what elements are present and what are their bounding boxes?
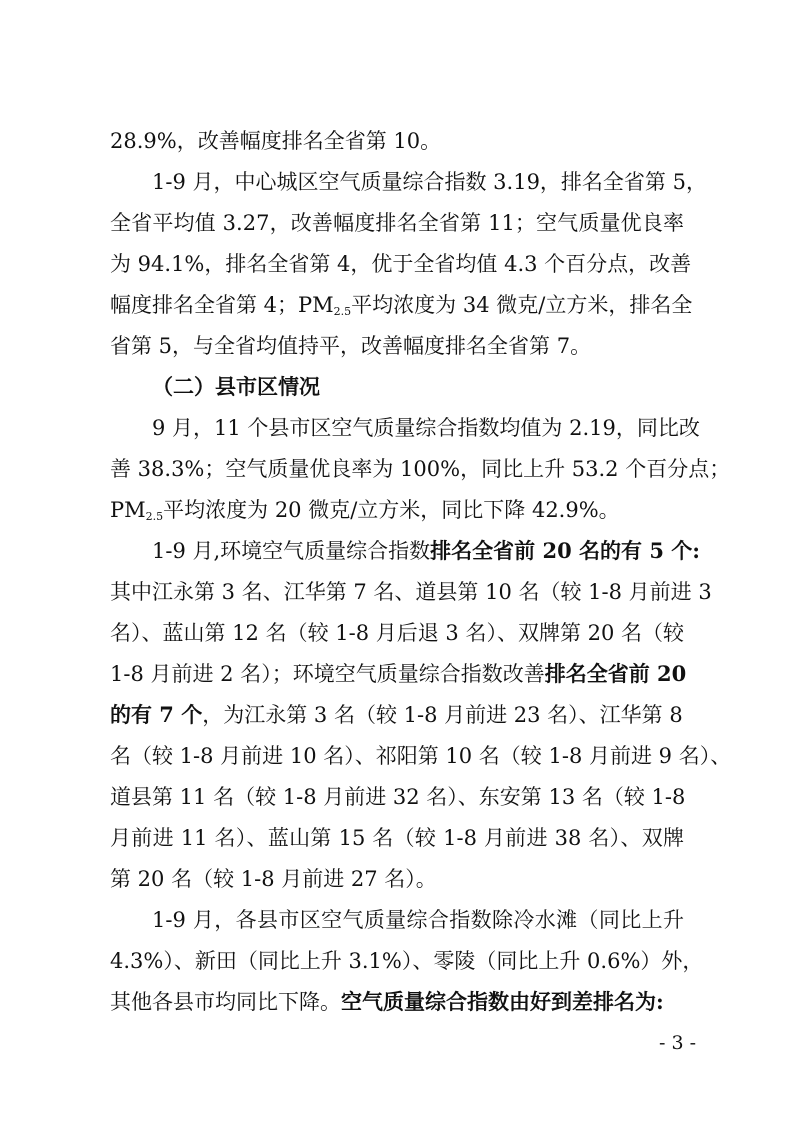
- subscript: 2.5: [333, 305, 352, 318]
- page-number: - 3 -: [658, 1032, 696, 1054]
- text-run: 1-9 月，中心城区空气质量综合指数 3.19，排名全省第 5，: [152, 170, 707, 194]
- text-run: 1-9 月，各县市区空气质量综合指数除冷水滩（同比上升: [152, 908, 684, 932]
- paragraph-line: [110, 987, 684, 1017]
- paragraph-line: [110, 290, 693, 320]
- subscript: 2.5: [145, 510, 164, 523]
- text-run: 其中江永第 3 名、江华第 7 名、道县第 10 名（较 1-8 月前进 3: [110, 580, 712, 604]
- text-run: ，为江永第 3 名（较 1-8 月前进 23 名）、江华第 8: [202, 703, 683, 727]
- paragraph-line: [110, 864, 684, 894]
- text-run: 9 月，11 个县市区空气质量综合指数均值为 2.19，同比改: [152, 416, 700, 440]
- text-run: 1-9 月,环境空气质量综合指数: [152, 539, 431, 563]
- text-run: 省第 5，与全省均值持平，改善幅度排名全省第 7。: [110, 334, 592, 358]
- paragraph-line: [110, 700, 684, 730]
- paragraph-line: [110, 782, 684, 812]
- text-run: 28.9%，改善幅度排名全省第 10。: [110, 129, 442, 153]
- text-run: 道县第 11 名（较 1-8 月前进 32 名）、东安第 13 名（较 1-8: [110, 785, 686, 809]
- paragraph-line: [110, 946, 704, 976]
- paragraph-line: [110, 577, 712, 607]
- section-heading: [152, 372, 452, 402]
- text-run: 幅度排名全省第 4；PM: [110, 293, 334, 317]
- text-run: 月前进 11 名）、蓝山第 15 名（较 1-8 月前进 38 名）、双牌: [110, 826, 684, 850]
- paragraph-line: [152, 413, 700, 443]
- text-run: 善 38.3%；空气质量优良率为 100%，同比上升 53.2 个百分点；: [110, 457, 731, 481]
- paragraph-line: [110, 208, 684, 238]
- paragraph-line: [110, 249, 692, 279]
- text-run: 第 20 名（较 1-8 月前进 27 名）。: [110, 867, 437, 891]
- paragraph-line: [110, 495, 684, 525]
- paragraph-line: [110, 454, 731, 484]
- text-run: 4.3%）、新田（同比上升 3.1%）、零陵（同比上升 0.6%）外，: [110, 949, 704, 973]
- paragraph-line: [110, 659, 687, 689]
- paragraph-line: [110, 126, 670, 156]
- paragraph-line: [110, 618, 684, 648]
- bold-text-run: 的有 7 个: [110, 702, 203, 727]
- text-run: 名（较 1-8 月前进 10 名）、祁阳第 10 名（较 1-8 月前进 9 名）、: [110, 744, 732, 768]
- text-run: 为 94.1%，排名全省第 4，优于全省均值 4.3 个百分点，改善: [110, 252, 692, 276]
- text-run: 平均浓度为 34 微克/立方米，排名全: [351, 293, 693, 317]
- text-run: 1-8 月前进 2 名）；环境空气质量综合指数改善: [110, 662, 545, 686]
- paragraph-line: [110, 823, 684, 853]
- text-run: PM: [110, 498, 146, 522]
- text-run: 名）、蓝山第 12 名（较 1-8 月后退 3 名）、双牌第 20 名（较: [110, 621, 685, 645]
- paragraph-line: [152, 167, 707, 197]
- bold-text-run: 排名全省前 20: [544, 661, 687, 686]
- bold-text-run: 排名全省前 20 名的有 5 个:: [430, 538, 701, 563]
- paragraph-line: [152, 905, 684, 935]
- text-run: 平均浓度为 20 微克/立方米，同比下降 42.9%。: [163, 498, 620, 522]
- paragraph-line: [110, 331, 684, 361]
- paragraph-line: [110, 741, 732, 771]
- bold-text-run: 空气质量综合指数由好到差排名为:: [341, 989, 664, 1014]
- paragraph-line: [152, 536, 701, 566]
- heading-text: （二）县市区情况: [152, 374, 320, 399]
- text-run: 全省平均值 3.27，改善幅度排名全省第 11；空气质量优良率: [110, 211, 684, 235]
- text-run: 其他各县市均同比下降。: [110, 990, 341, 1014]
